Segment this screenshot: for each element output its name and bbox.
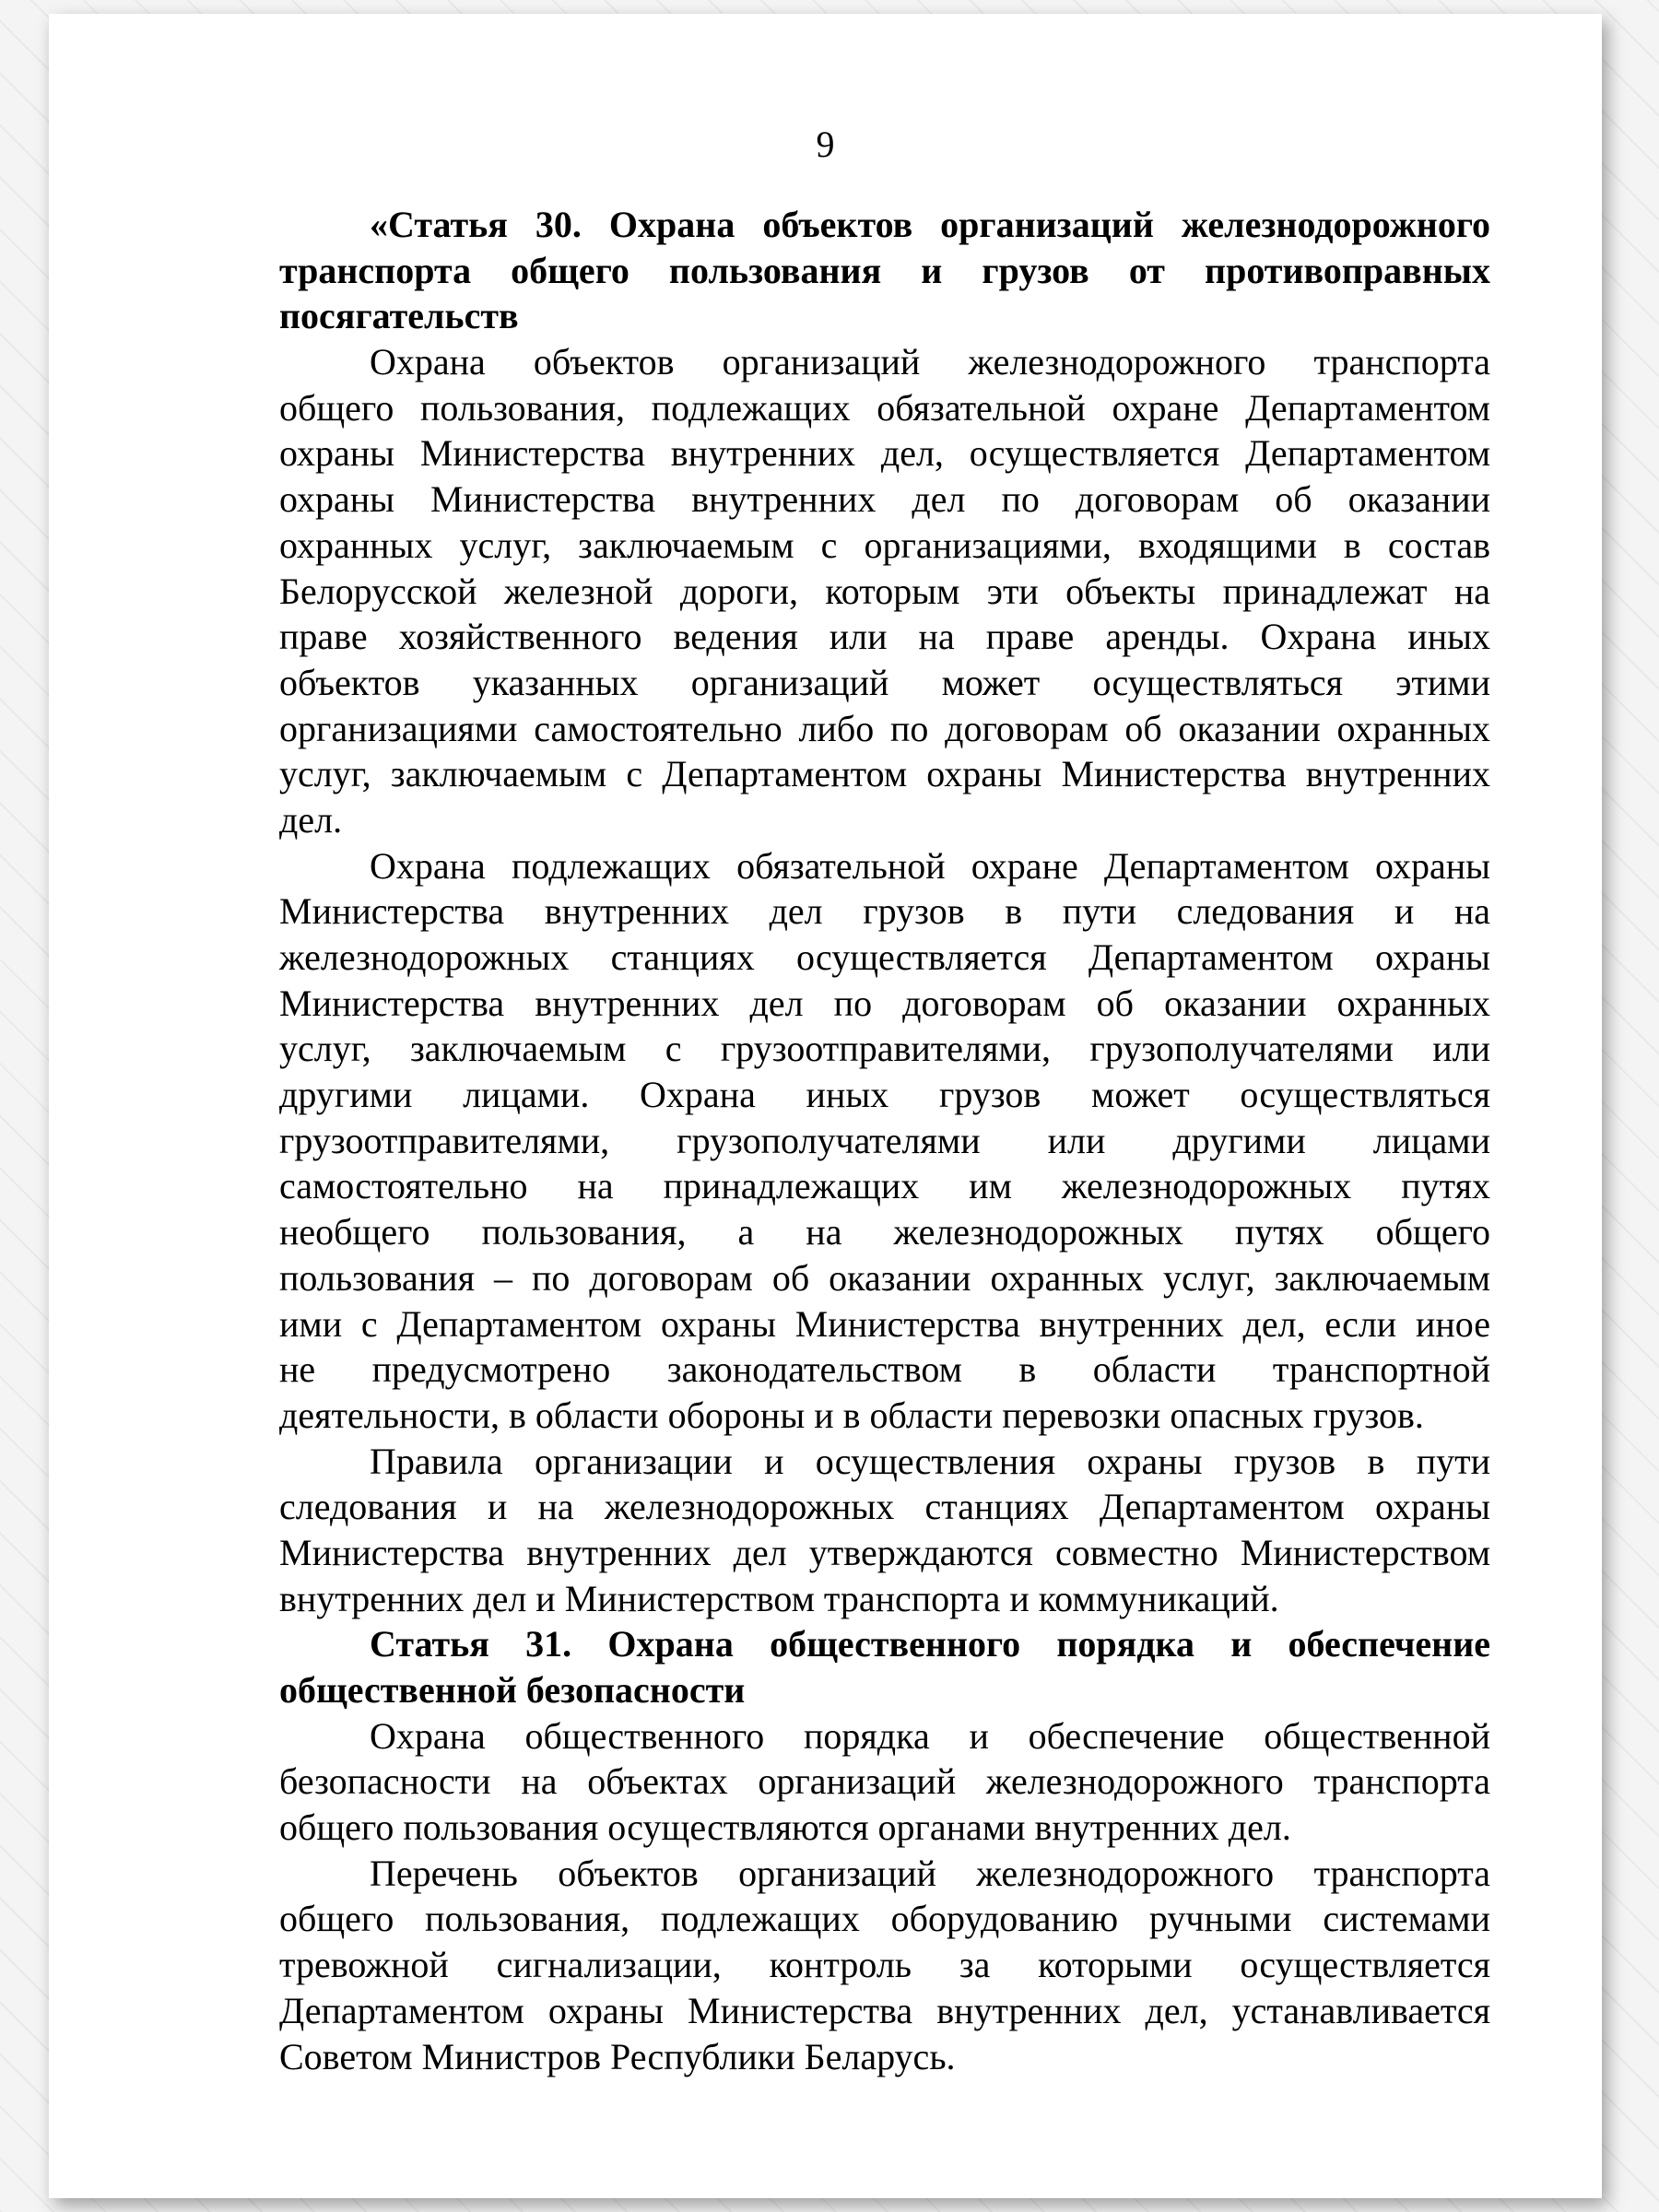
text-line: железнодорожных станциях осуществляется Департаментом охраны: [279, 936, 1490, 978]
text-line: услуг, заключаемым с Департаментом охраны Министерства внутренних: [279, 753, 1490, 795]
text-line: грузоотправителями, грузополучателями или другими лицами: [279, 1119, 1490, 1161]
paragraph: [279, 339, 1490, 843]
text-line: охраны Министерства внутренних дел, осуществляется Департаментом: [279, 432, 1490, 475]
text-line: Правила организации и осуществления охраны грузов в пути: [370, 1440, 1490, 1482]
article-heading: [279, 1621, 1490, 1712]
text-line: самостоятельно на принадлежащих им железнодорожных путях: [279, 1165, 1490, 1207]
text-line: Белорусской железной дороги, которым эти объекты принадлежат на: [279, 570, 1490, 612]
text-line: Министерства внутренних дел грузов в пути следования и на: [279, 890, 1490, 933]
text-line: объектов указанных организаций может осуществляться этими: [279, 661, 1490, 703]
text-line: услуг, заключаемым с грузоотправителями, грузополучателями или: [279, 1028, 1490, 1070]
text-line: деятельности, в области обороны и в области перевозки опасных грузов.: [279, 1394, 1424, 1436]
text-line: общего пользования, подлежащих оборудованию ручными системами: [279, 1898, 1490, 1940]
text-line: Статья 31. Охрана общественного порядка и обеспечение: [370, 1623, 1490, 1665]
text-line: «Статья 30. Охрана объектов организаций железнодорожного: [370, 204, 1490, 245]
text-line: другими лицами. Охрана иных грузов может осуществляться: [279, 1074, 1490, 1116]
text-line: охранных услуг, заключаемым с организациями, входящими в состав: [279, 524, 1490, 566]
paragraph: [279, 1439, 1490, 1622]
paragraph: [279, 843, 1490, 1439]
text-line: охраны Министерства внутренних дел по договорам об оказании: [279, 478, 1490, 521]
text-line: безопасности на объектах организаций железнодорожного транспорта: [279, 1760, 1490, 1803]
text-line: дел.: [279, 798, 343, 841]
article-heading: [279, 202, 1490, 339]
text-line: ими с Департаментом охраны Министерства внутренних дел, если иное: [279, 1302, 1490, 1345]
text-line: организациями самостоятельно либо по договорам об оказании охранных: [279, 707, 1490, 749]
text-line: Перечень объектов организаций железнодорожного транспорта: [370, 1852, 1490, 1894]
text-line: посягательств: [279, 295, 519, 337]
text-line: общего пользования, подлежащих обязательной охране Департаментом: [279, 386, 1490, 429]
text-line: транспорта общего пользования и грузов от противоправных: [279, 249, 1490, 291]
document-page: [49, 14, 1602, 2198]
text-line: Министерства внутренних дел по договорам об оказании охранных: [279, 982, 1490, 1024]
text-line: Департаментом охраны Министерства внутренних дел, устанавливается: [279, 1989, 1490, 2031]
text-line: необщего пользования, а на железнодорожных путях общего: [279, 1211, 1490, 1253]
text-line: Охрана подлежащих обязательной охране Департаментом охраны: [370, 844, 1490, 887]
text-line: Советом Министров Республики Беларусь.: [279, 2035, 956, 2077]
text-line: общего пользования осуществляются органами внутренних дел.: [279, 1806, 1291, 1849]
text-line: праве хозяйственного ведения или на праве аренды. Охрана иных: [279, 616, 1490, 658]
paragraph: [279, 1851, 1490, 2079]
document-body: [279, 202, 1490, 2079]
text-line: внутренних дел и Министерством транспорта и коммуникаций.: [279, 1577, 1279, 1619]
text-line: Охрана общественного порядка и обеспечение общественной: [370, 1714, 1490, 1757]
page-number: 9: [816, 124, 835, 165]
paragraph: [279, 1713, 1490, 1851]
text-line: общественной безопасности: [279, 1669, 746, 1711]
text-line: не предусмотрено законодательством в области транспортной: [279, 1348, 1490, 1391]
text-line: тревожной сигнализации, контроль за которыми осуществляется: [279, 1944, 1490, 1986]
text-line: следования и на железнодорожных станциях Департаментом охраны: [279, 1486, 1490, 1528]
text-line: Охрана объектов организаций железнодорожного транспорта: [370, 341, 1490, 383]
text-line: пользования – по договорам об оказании охранных услуг, заключаемым: [279, 1256, 1490, 1299]
text-line: Министерства внутренних дел утверждаются совместно Министерством: [279, 1531, 1490, 1573]
